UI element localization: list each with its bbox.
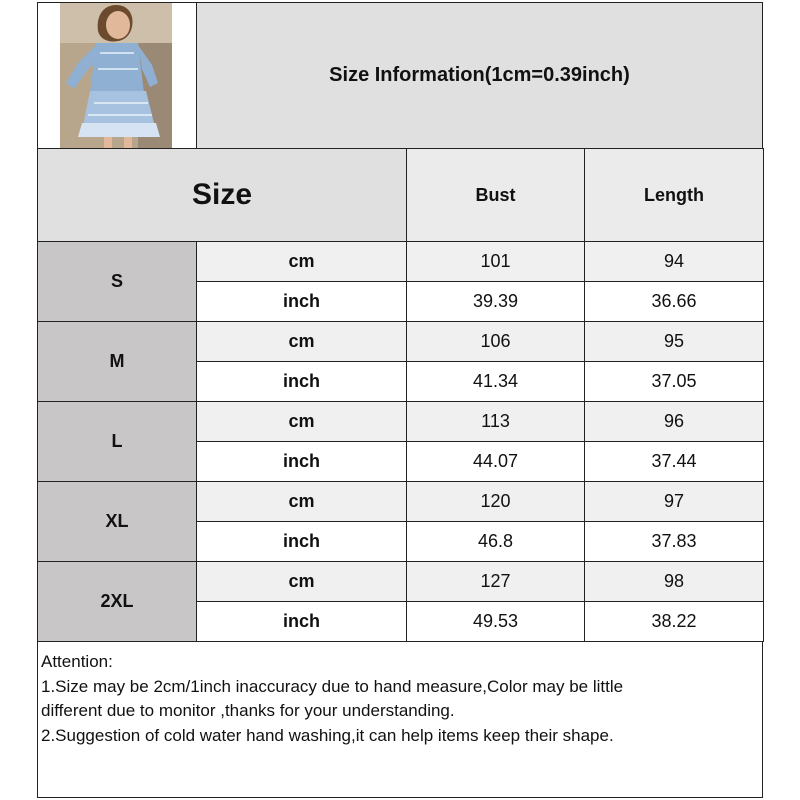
unit-label: cm (197, 242, 407, 282)
table-row (38, 402, 764, 442)
length-value: 96 (585, 402, 764, 442)
unit-label: cm (197, 482, 407, 522)
size-label: S (38, 242, 197, 322)
bust-value: 41.34 (407, 362, 585, 402)
product-photo (37, 2, 197, 149)
notes-line: 1.Size may be 2cm/1inch inaccuracy due to hand measure,Color may be little (41, 676, 624, 696)
bust-value: 127 (407, 562, 585, 602)
length-value: 37.83 (585, 522, 764, 562)
bust-value: 39.39 (407, 282, 585, 322)
unit-label: inch (197, 282, 407, 322)
size-label: L (38, 402, 197, 482)
unit-label: cm (197, 322, 407, 362)
length-value: 95 (585, 322, 764, 362)
size-label: M (38, 322, 197, 402)
length-value: 37.05 (585, 362, 764, 402)
notes-heading: Attention: (41, 652, 113, 671)
bust-value: 106 (407, 322, 585, 362)
size-label: 2XL (38, 562, 197, 642)
bust-value: 49.53 (407, 602, 585, 642)
unit-label: inch (197, 442, 407, 482)
unit-label: inch (197, 362, 407, 402)
unit-label: cm (197, 562, 407, 602)
length-value: 94 (585, 242, 764, 282)
table-row (38, 562, 764, 602)
table-row (38, 322, 764, 362)
bust-value: 120 (407, 482, 585, 522)
notes-line: 2.Suggestion of cold water hand washing,it can help items keep their shape. (41, 725, 614, 745)
bust-value: 44.07 (407, 442, 585, 482)
unit-label: inch (197, 522, 407, 562)
unit-label: inch (197, 602, 407, 642)
size-column-header: Size (38, 149, 407, 242)
bust-value: 46.8 (407, 522, 585, 562)
unit-label: cm (197, 402, 407, 442)
attention-notes (41, 650, 757, 748)
bust-value: 113 (407, 402, 585, 442)
table-header-row (38, 149, 764, 242)
length-value: 97 (585, 482, 764, 522)
size-info-title: Size Information(1cm=0.39inch) (196, 2, 763, 149)
length-value: 98 (585, 562, 764, 602)
length-value: 36.66 (585, 282, 764, 322)
length-value: 37.44 (585, 442, 764, 482)
table-row (38, 482, 764, 522)
length-value: 38.22 (585, 602, 764, 642)
notes-line: different due to monitor ,thanks for your understanding. (41, 701, 455, 720)
table-row (38, 242, 764, 282)
bust-value: 101 (407, 242, 585, 282)
bust-column-header: Bust (407, 149, 585, 242)
size-table (37, 148, 764, 642)
size-label: XL (38, 482, 197, 562)
length-column-header: Length (585, 149, 764, 242)
